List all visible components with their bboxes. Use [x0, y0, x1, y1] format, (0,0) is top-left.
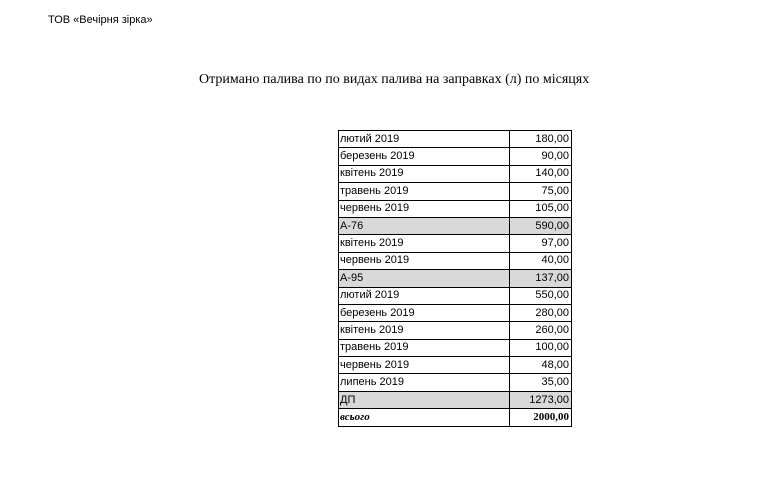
month-label: квітень 2019	[339, 235, 510, 252]
table-row	[339, 287, 572, 304]
month-label: лютий 2019	[339, 131, 510, 148]
liters-value: 100,00	[510, 339, 572, 356]
fuel-subtotal-value: 590,00	[510, 217, 572, 234]
fuel-subtotal-row	[339, 217, 572, 234]
liters-value: 97,00	[510, 235, 572, 252]
month-label: березень 2019	[339, 148, 510, 165]
fuel-type-label: ДП	[339, 391, 510, 408]
fuel-report-table	[338, 130, 572, 427]
table-row	[339, 183, 572, 200]
report-table-body	[339, 131, 572, 427]
fuel-subtotal-value: 1273,00	[510, 391, 572, 408]
fuel-subtotal-row	[339, 391, 572, 408]
table-row	[339, 322, 572, 339]
liters-value: 550,00	[510, 287, 572, 304]
month-label: червень 2019	[339, 200, 510, 217]
liters-value: 260,00	[510, 322, 572, 339]
table-row	[339, 252, 572, 269]
fuel-type-label: А-76	[339, 217, 510, 234]
table-row	[339, 339, 572, 356]
liters-value: 48,00	[510, 357, 572, 374]
month-label: квітень 2019	[339, 165, 510, 182]
fuel-subtotal-value: 137,00	[510, 270, 572, 287]
grand-total-row	[339, 409, 572, 426]
company-name: ТОВ «Вечірня зірка»	[48, 14, 153, 26]
grand-total-label: всього	[339, 409, 510, 426]
month-label: квітень 2019	[339, 322, 510, 339]
liters-value: 105,00	[510, 200, 572, 217]
liters-value: 90,00	[510, 148, 572, 165]
fuel-type-label: А-95	[339, 270, 510, 287]
liters-value: 180,00	[510, 131, 572, 148]
month-label: липень 2019	[339, 374, 510, 391]
month-label: лютий 2019	[339, 287, 510, 304]
liters-value: 75,00	[510, 183, 572, 200]
report-title: Отримано палива по по видах палива на заправках (л) по місяцях	[199, 72, 590, 87]
table-row	[339, 357, 572, 374]
liters-value: 40,00	[510, 252, 572, 269]
table-row	[339, 148, 572, 165]
table-row	[339, 304, 572, 321]
liters-value: 280,00	[510, 304, 572, 321]
month-label: травень 2019	[339, 339, 510, 356]
month-label: травень 2019	[339, 183, 510, 200]
fuel-subtotal-row	[339, 270, 572, 287]
liters-value: 140,00	[510, 165, 572, 182]
table-row	[339, 374, 572, 391]
grand-total-value: 2000,00	[510, 409, 572, 426]
month-label: червень 2019	[339, 357, 510, 374]
month-label: березень 2019	[339, 304, 510, 321]
table-row	[339, 165, 572, 182]
table-row	[339, 200, 572, 217]
month-label: червень 2019	[339, 252, 510, 269]
table-row	[339, 235, 572, 252]
table-row	[339, 131, 572, 148]
liters-value: 35,00	[510, 374, 572, 391]
